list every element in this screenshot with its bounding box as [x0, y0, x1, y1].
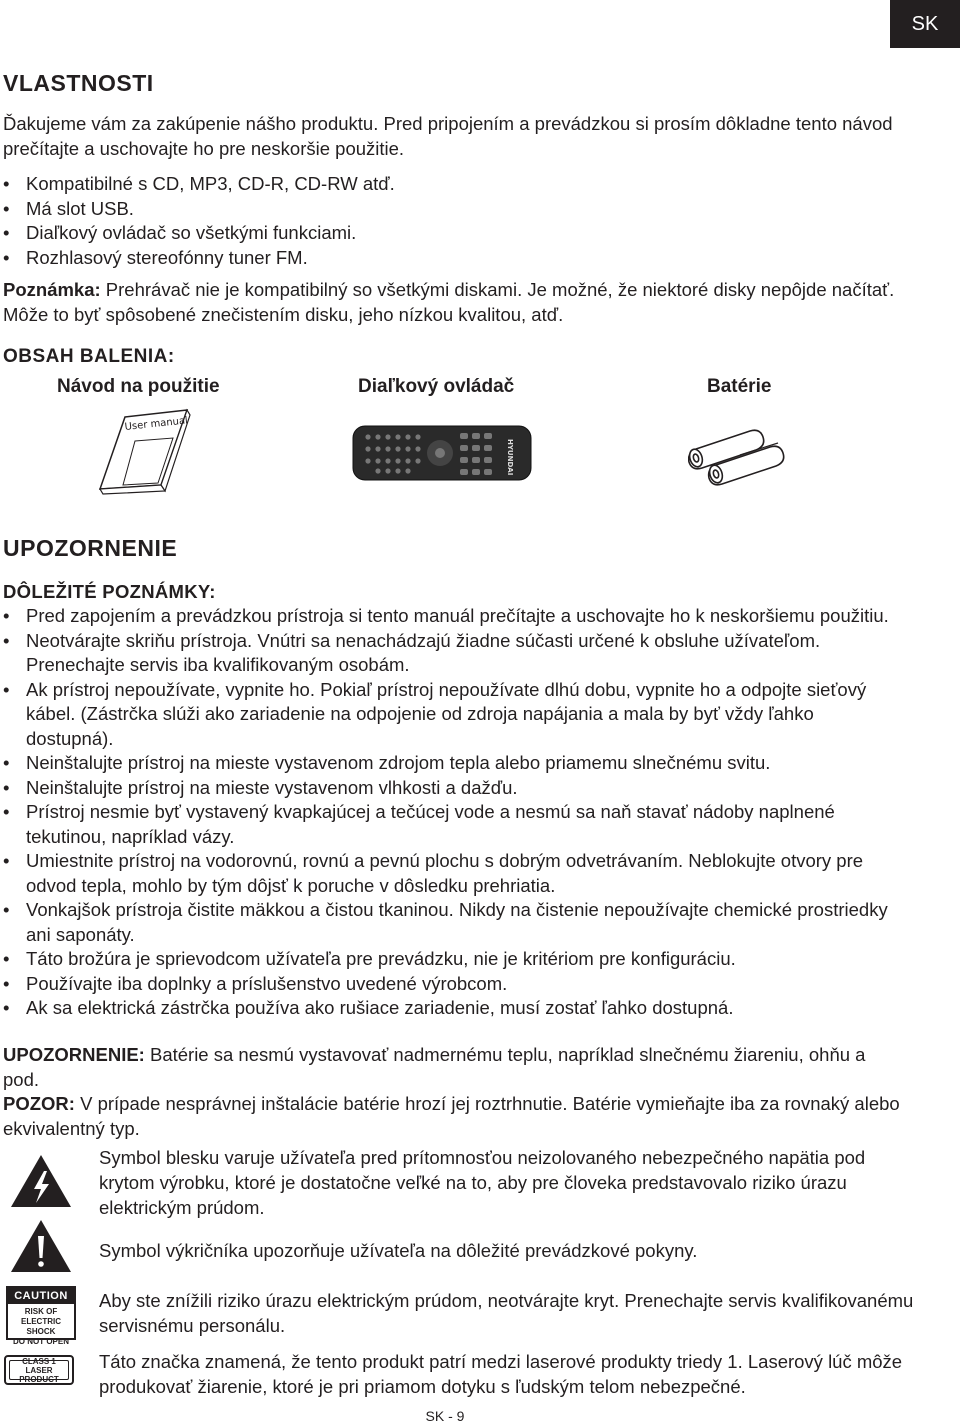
list-item: • Neinštalujte prístroj na mieste vystavenom zdrojom tepla alebo priamemu slnečnému svitu.: [0, 751, 900, 776]
caution-badge-line: SHOCK: [26, 1327, 56, 1336]
list-item: • Neotvárajte skriňu prístroja. Vnútri sa nenachádzajú žiadne súčasti určené k obsluhe užívateľom. Prenechajte servis iba kvalifikovaným osobám.: [0, 629, 900, 678]
lightning-symbol-text: Symbol blesku varuje užívateľa pred prítomnosťou neizolovaného nebezpečného napätia pod krytom výrobku, ktoré je dostatočne veľké na to, aby pre človeka predstavovalo riziko úrazu elektrickým prúdom.: [99, 1147, 866, 1218]
warning-subheading: DÔLEŽITÉ POZNÁMKY:: [3, 581, 216, 602]
list-item: • Umiestnite prístroj na vodorovnú, rovnú a pevnú plochu s dobrým odvetrávaním. Neblokujte otvory pre odvod tepla, mohlo by tým dôjsť k poruche v dôsledku prehriatia.: [0, 849, 900, 898]
remote-control-illustration: [352, 425, 532, 481]
warning-list: [0, 604, 900, 1021]
laser-symbol-text: Táto značka znamená, že tento produkt patrí medzi laserové produkty triedy 1. Laserový lúč môže produkovať žiarenie, ktoré je pri priamom dotyku s ľudským telom nebezpečné.: [99, 1351, 903, 1397]
lightning-warning-icon: [9, 1153, 73, 1209]
battery-warning: [3, 1043, 903, 1092]
caution-symbol-text: Aby ste znížili riziko úrazu elektrickým prúdom, neotvárajte kryt. Prenechajte servis kvalifikovanému servisnému personálu.: [99, 1290, 914, 1336]
battery-caution: [3, 1092, 903, 1141]
list-item: • Vonkajšok prístroja čistite mäkkou a čistou tkaninou. Nikdy na čistenie nepoužívajte chemické prostriedky ani saponáty.: [0, 898, 900, 947]
batteries-illustration: [688, 425, 788, 487]
user-manual-illustration: [95, 405, 205, 495]
battery-caution-label: POZOR:: [3, 1093, 75, 1114]
warning-heading: UPOZORNENIE: [3, 535, 178, 561]
remote-brand-text: HYUNDAI: [506, 439, 514, 476]
list-item: • Pred zapojením a prevádzkou prístroja si tento manuál prečítajte a uschovajte ho k neskoršiemu použitiu.: [0, 604, 900, 629]
battery-warning-text: Batérie sa nesmú vystavovať nadmernému teplu, napríklad slnečnému žiareniu, ohňu a pod.: [3, 1044, 866, 1090]
list-item: • Prístroj nesmie byť vystavený kvapkajúcej a tečúcej vode a nesmú sa naň stavať nádoby naplnené tekutinou, napríklad vázy.: [0, 800, 900, 849]
caution-badge-line: RISK OF ELECTRIC: [21, 1307, 61, 1326]
features-heading: VLASTNOSTI: [3, 70, 154, 96]
list-item: • Kompatibilné s CD, MP3, CD-R, CD-RW atď.: [0, 172, 960, 197]
exclamation-warning-icon: [9, 1218, 73, 1274]
caution-badge: [6, 1286, 76, 1346]
package-item-manual: Návod na použitie: [57, 376, 220, 397]
list-item: • Má slot USB.: [0, 197, 960, 222]
package-heading: OBSAH BALENIA:: [3, 346, 175, 367]
laser-class-badge: [4, 1355, 74, 1385]
list-item: • Neinštalujte prístroj na mieste vystavenom vlhkosti a dažďu.: [0, 776, 900, 801]
battery-warning-label: UPOZORNENIE:: [3, 1044, 145, 1065]
list-item: • Rozhlasový stereofónny tuner FM.: [0, 246, 960, 271]
list-item: • Ak sa elektrická zástrčka používa ako rušiace zariadenie, musí zostať ľahko dostupná.: [0, 996, 900, 1021]
manual-cover-text: User manual: [124, 415, 189, 433]
note-text: Prehrávač nie je kompatibilný so všetkými diskami. Je možné, že niektoré disky nepôjde načítať. Môže to byť spôsobené znečistením disku, jeho nízkou kvalitou, atď.: [3, 279, 895, 325]
package-item-batteries: Batérie: [707, 376, 772, 397]
features-intro: Ďakujeme vám za zakúpenie nášho produktu. Pred pripojením a prevádzkou si prosím dôkladne tento návod prečítajte a uschovajte ho pre neskoršie použitie.: [3, 113, 893, 159]
language-tab: SK: [890, 0, 960, 48]
page-number: SK - 9: [425, 1408, 465, 1424]
caution-badge-title: CAUTION: [8, 1288, 74, 1304]
list-item: • Diaľkový ovládač so všetkými funkciami.: [0, 221, 960, 246]
laser-badge-line: LASER PRODUCT: [19, 1365, 59, 1384]
features-list: [0, 172, 960, 270]
exclamation-symbol-text: Symbol výkričníka upozorňuje užívateľa na dôležité prevádzkové pokyny.: [99, 1240, 698, 1261]
caution-badge-line: DO NOT OPEN: [12, 1337, 69, 1346]
note-label: Poznámka:: [3, 279, 101, 300]
features-note: [3, 278, 903, 327]
list-item: • Táto brožúra je sprievodcom užívateľa pre prevádzku, nie je kritériom pre konfiguráciu.: [0, 947, 900, 972]
list-item: • Používajte iba doplnky a príslušenstvo uvedené výrobcom.: [0, 972, 900, 997]
battery-caution-text: V prípade nesprávnej inštalácie batérie hrozí jej roztrhnutie. Batérie vymieňajte iba za rovnaký alebo ekvivalentný typ.: [3, 1093, 900, 1139]
laser-badge-line: CLASS 1: [22, 1356, 56, 1366]
list-item: • Ak prístroj nepoužívate, vypnite ho. Pokiaľ prístroj nepoužívate dlhú dobu, vypnite ho a odpojte sieťový kábel. (Zástrčka slúži ako zariadenie na odpojenie od zdroja napájania a mala by byť vždy ľahko dostupná).: [0, 678, 900, 752]
package-item-remote: Diaľkový ovládač: [358, 376, 515, 397]
